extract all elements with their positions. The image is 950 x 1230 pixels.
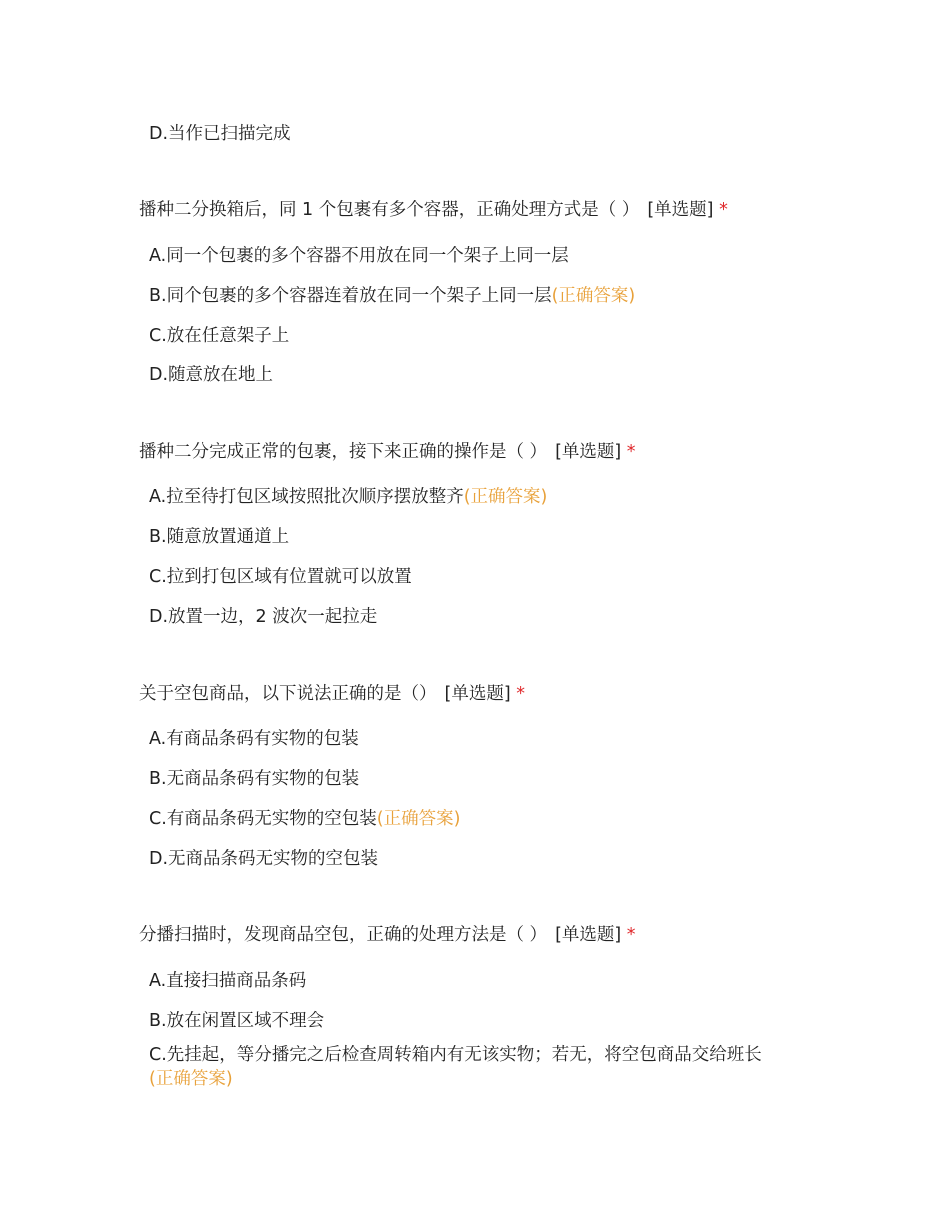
correct-answer-label: (正确答案): [149, 1069, 233, 1089]
q3-option-c: [149, 807, 460, 831]
correct-answer-label: (正确答案): [463, 487, 548, 507]
question-3-title: [139, 682, 525, 706]
question-2-stem: 播种二分完成正常的包裹，接下来正确的操作是（ ）: [139, 442, 548, 462]
q4-option-c: [149, 1043, 829, 1091]
q2-option-c: C.拉到打包区域有位置就可以放置: [149, 567, 412, 587]
required-mark: *: [626, 442, 636, 462]
q2-option-b: B.随意放置通道上: [149, 527, 290, 547]
q2-option-d: D.放置一边，2 波次一起拉走: [149, 607, 378, 627]
question-4-stem: 分播扫描时，发现商品空包，正确的处理方法是（ ）: [139, 925, 548, 945]
q3-option-b: B.无商品条码有实物的包装: [149, 769, 360, 789]
question-1-title: [139, 198, 728, 222]
correct-answer-label: (正确答案): [551, 286, 636, 306]
required-mark: *: [626, 925, 636, 945]
question-3-stem: 关于空包商品，以下说法正确的是（）: [139, 684, 437, 704]
q1-option-c: C.放在任意架子上: [149, 326, 290, 346]
q3-option-a: A.有商品条码有实物的包装: [149, 729, 359, 749]
required-mark: *: [516, 684, 525, 704]
q1-option-d: D.随意放在地上: [149, 365, 274, 385]
q4-option-b: B.放在闲置区域不理会: [149, 1011, 325, 1031]
question-4-title: [139, 923, 636, 947]
question-2-title: [139, 440, 636, 464]
question-2-type: [单选题]: [555, 442, 622, 462]
q1-option-b: [149, 284, 635, 308]
correct-answer-label: (正确答案): [376, 809, 461, 829]
q3-option-c-text: C.有商品条码无实物的空包装: [149, 809, 377, 829]
q2-option-a-text: A.拉至待打包区域按照批次顺序摆放整齐: [149, 487, 464, 507]
q4-option-c-text: C.先挂起，等分播完之后检查周转箱内有无该实物；若无，将空包商品交给班长: [149, 1045, 762, 1065]
required-mark: *: [719, 200, 728, 220]
question-3-type: [单选题]: [444, 684, 511, 704]
question-1-stem: 播种二分换箱后，同 1 个包裹有多个容器，正确处理方式是（ ）: [139, 200, 640, 220]
prev-option-d: D.当作已扫描完成: [149, 124, 291, 144]
q1-option-a: A.同一个包裹的多个容器不用放在同一个架子上同一层: [149, 246, 569, 266]
q1-option-b-text: B.同个包裹的多个容器连着放在同一个架子上同一层: [149, 286, 552, 306]
question-1-type: [单选题]: [647, 200, 714, 220]
question-4-type: [单选题]: [555, 925, 622, 945]
q2-option-a: [149, 485, 547, 509]
q4-option-a: A.直接扫描商品条码: [149, 971, 307, 991]
q3-option-d: D.无商品条码无实物的空包装: [149, 849, 379, 869]
